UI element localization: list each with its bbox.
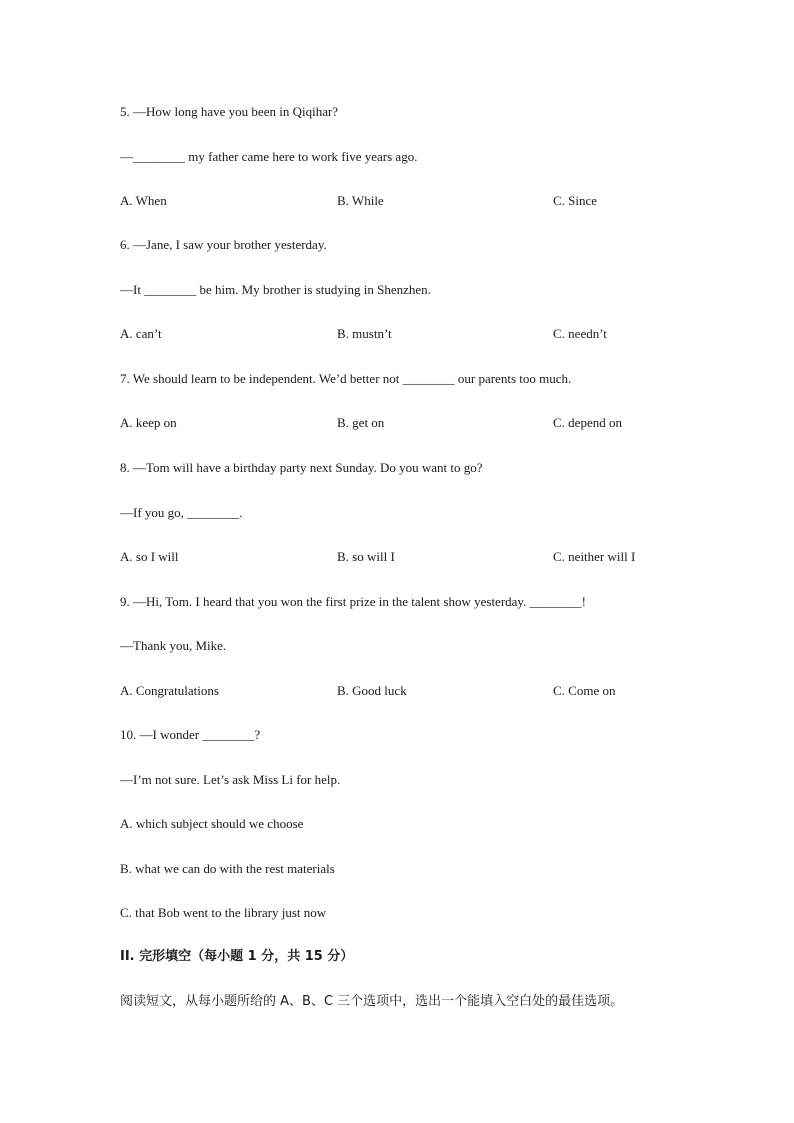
question-9-reply: —Thank you, Mike. [120, 638, 227, 653]
section-title: II. 完形填空（每小题 1 分，共 15 分） [120, 949, 354, 964]
question-8-option-b: B. so will I [337, 549, 395, 564]
question-9-option-a: A. Congratulations [120, 683, 219, 698]
question-9-stem: 9. —Hi, Tom. I heard that you won the first prize in the talent show yesterday. ________! [120, 594, 586, 609]
question-6-option-c: C. needn’t [553, 326, 607, 341]
question-10-option-c: C. that Bob went to the library just now [120, 905, 327, 920]
question-10-reply: —I’m not sure. Let’s ask Miss Li for help. [120, 772, 341, 787]
question-5-reply: —________ my father came here to work five years ago. [120, 149, 418, 164]
question-8-reply: —If you go, ________. [120, 505, 243, 520]
section-instruction: 阅读短文，从每小题所给的 A、B、C 三个选项中，选出一个能填入空白处的最佳选项。 [120, 994, 624, 1009]
question-7-option-b: B. get on [337, 415, 385, 430]
question-9-option-b: B. Good luck [337, 683, 407, 698]
question-8-option-c: C. neither will I [553, 549, 636, 564]
question-5-option-a: A. When [120, 193, 167, 208]
question-5-option-b: B. While [337, 193, 384, 208]
question-10-option-b: B. what we can do with the rest materials [120, 861, 335, 876]
question-6-option-a: A. can’t [120, 326, 162, 341]
question-7-option-c: C. depend on [553, 415, 622, 430]
question-7-option-a: A. keep on [120, 415, 177, 430]
question-7-stem: 7. We should learn to be independent. We’d better not ________ our parents too much. [120, 371, 572, 386]
question-5-option-c: C. Since [553, 193, 598, 208]
question-6-reply: —It ________ be him. My brother is studying in Shenzhen. [120, 282, 431, 297]
question-10-option-a: A. which subject should we choose [120, 816, 304, 831]
question-6-option-b: B. mustn’t [337, 326, 392, 341]
question-6-stem: 6. —Jane, I saw your brother yesterday. [120, 237, 327, 252]
question-9-option-c: C. Come on [553, 683, 616, 698]
question-5-stem: 5. —How long have you been in Qiqihar? [120, 104, 339, 119]
question-10-stem: 10. —I wonder ________? [120, 727, 261, 742]
question-8-stem: 8. —Tom will have a birthday party next Sunday. Do you want to go? [120, 460, 483, 475]
question-8-option-a: A. so I will [120, 549, 179, 564]
